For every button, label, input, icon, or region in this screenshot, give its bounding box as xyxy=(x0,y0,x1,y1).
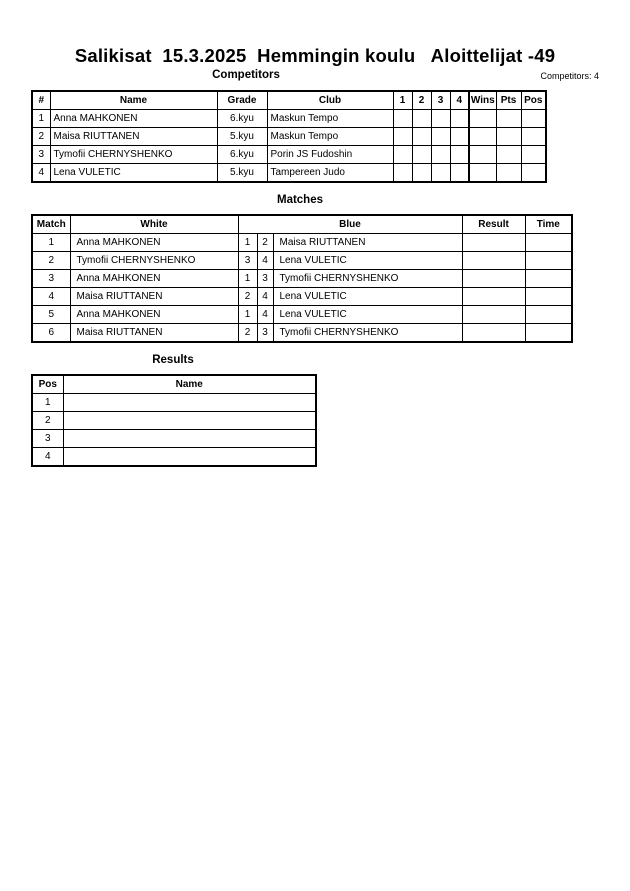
blue-number: 4 xyxy=(257,288,273,306)
competitors-col-header: Name xyxy=(50,91,217,110)
wins-cell xyxy=(469,110,496,128)
score-cell xyxy=(412,110,431,128)
score-cell xyxy=(431,110,450,128)
competitors-col-header: 1 xyxy=(393,91,412,110)
white-col-header: White xyxy=(70,215,238,234)
time-col-header: Time xyxy=(525,215,572,234)
score-cell xyxy=(412,146,431,164)
wins-cell xyxy=(469,164,496,183)
competitor-name: Maisa RIUTTANEN xyxy=(50,128,217,146)
results-section-title: Results xyxy=(152,354,194,366)
blue-number: 4 xyxy=(257,306,273,324)
results-row xyxy=(32,412,316,430)
competitor-grade: 5.kyu xyxy=(217,164,267,183)
result-position: 2 xyxy=(32,412,63,430)
match-row xyxy=(32,270,572,288)
score-cell xyxy=(431,146,450,164)
match-number: 4 xyxy=(32,288,70,306)
wins-cell xyxy=(469,128,496,146)
match-number: 1 xyxy=(32,234,70,252)
white-number: 3 xyxy=(238,252,257,270)
competitors-col-header: Pts xyxy=(496,91,521,110)
competitors-col-header: # xyxy=(32,91,50,110)
result-name-cell xyxy=(63,430,316,448)
time-cell xyxy=(525,324,572,343)
competitor-row xyxy=(32,110,546,128)
match-row xyxy=(32,252,572,270)
white-competitor: Tymofii CHERNYSHENKO xyxy=(70,252,238,270)
competitor-club: Porin JS Fudoshin xyxy=(267,146,393,164)
score-cell xyxy=(393,146,412,164)
white-number: 2 xyxy=(238,288,257,306)
score-cell xyxy=(450,164,469,183)
competitors-header-row xyxy=(32,91,546,110)
score-cell xyxy=(450,146,469,164)
blue-number: 2 xyxy=(257,234,273,252)
time-cell xyxy=(525,234,572,252)
pos-cell xyxy=(521,110,546,128)
matches-section-title: Matches xyxy=(276,194,324,206)
result-name-cell xyxy=(63,448,316,467)
result-col-header: Result xyxy=(462,215,525,234)
time-cell xyxy=(525,288,572,306)
pos-cell xyxy=(521,164,546,183)
result-cell xyxy=(462,270,525,288)
competitors-table xyxy=(31,90,547,183)
competitor-grade: 5.kyu xyxy=(217,128,267,146)
competitors-count: Competitors: 4 xyxy=(540,71,599,81)
match-col-header: Match xyxy=(32,215,70,234)
match-number: 6 xyxy=(32,324,70,343)
competitors-col-header: Pos xyxy=(521,91,546,110)
score-cell xyxy=(393,110,412,128)
score-cell xyxy=(431,128,450,146)
results-row xyxy=(32,430,316,448)
pts-cell xyxy=(496,128,521,146)
wins-cell xyxy=(469,146,496,164)
result-name-cell xyxy=(63,412,316,430)
white-competitor: Maisa RIUTTANEN xyxy=(70,288,238,306)
pts-cell xyxy=(496,110,521,128)
result-cell xyxy=(462,324,525,343)
blue-competitor: Tymofii CHERNYSHENKO xyxy=(273,324,462,343)
white-number: 1 xyxy=(238,306,257,324)
result-cell xyxy=(462,306,525,324)
result-position: 1 xyxy=(32,394,63,412)
match-row xyxy=(32,324,572,343)
blue-number: 3 xyxy=(257,324,273,343)
score-cell xyxy=(393,128,412,146)
competitor-row xyxy=(32,128,546,146)
time-cell xyxy=(525,252,572,270)
competitors-col-header: 4 xyxy=(450,91,469,110)
competitors-col-header: Grade xyxy=(217,91,267,110)
blue-number: 3 xyxy=(257,270,273,288)
blue-competitor: Lena VULETIC xyxy=(273,306,462,324)
competitor-club: Maskun Tempo xyxy=(267,128,393,146)
white-competitor: Anna MAHKONEN xyxy=(70,234,238,252)
white-competitor: Maisa RIUTTANEN xyxy=(70,324,238,343)
blue-competitor: Lena VULETIC xyxy=(273,252,462,270)
time-cell xyxy=(525,306,572,324)
result-cell xyxy=(462,252,525,270)
match-row xyxy=(32,288,572,306)
results-table xyxy=(31,374,317,467)
competitor-number: 1 xyxy=(32,110,50,128)
competitor-row xyxy=(32,164,546,183)
pts-cell xyxy=(496,164,521,183)
page-title: Salikisat 15.3.2025 Hemmingin koulu Aloittelijat -49 xyxy=(74,45,556,66)
score-cell xyxy=(431,164,450,183)
score-cell xyxy=(450,128,469,146)
results-row xyxy=(32,394,316,412)
pos-col-header: Pos xyxy=(32,375,63,394)
pos-cell xyxy=(521,128,546,146)
competitors-col-header: 2 xyxy=(412,91,431,110)
blue-competitor: Tymofii CHERNYSHENKO xyxy=(273,270,462,288)
score-cell xyxy=(412,128,431,146)
competitor-name: Lena VULETIC xyxy=(50,164,217,183)
matches-table xyxy=(31,214,573,343)
competitor-club: Maskun Tempo xyxy=(267,110,393,128)
match-number: 2 xyxy=(32,252,70,270)
results-row xyxy=(32,448,316,467)
competitors-col-header: 3 xyxy=(431,91,450,110)
competitor-name: Anna MAHKONEN xyxy=(50,110,217,128)
white-competitor: Anna MAHKONEN xyxy=(70,270,238,288)
competitor-number: 2 xyxy=(32,128,50,146)
pts-cell xyxy=(496,146,521,164)
competitor-number: 4 xyxy=(32,164,50,183)
result-cell xyxy=(462,234,525,252)
result-name-cell xyxy=(63,394,316,412)
score-cell xyxy=(450,110,469,128)
competitor-number: 3 xyxy=(32,146,50,164)
competitor-grade: 6.kyu xyxy=(217,146,267,164)
matches-header-row xyxy=(32,215,572,234)
white-number: 2 xyxy=(238,324,257,343)
result-cell xyxy=(462,288,525,306)
white-number: 1 xyxy=(238,234,257,252)
white-number: 1 xyxy=(238,270,257,288)
competitor-club: Tampereen Judo xyxy=(267,164,393,183)
match-number: 5 xyxy=(32,306,70,324)
competitors-section-title: Competitors xyxy=(212,69,280,81)
blue-competitor: Lena VULETIC xyxy=(273,288,462,306)
results-header-row xyxy=(32,375,316,394)
match-row xyxy=(32,234,572,252)
competitor-grade: 6.kyu xyxy=(217,110,267,128)
blue-number: 4 xyxy=(257,252,273,270)
white-competitor: Anna MAHKONEN xyxy=(70,306,238,324)
competitor-name: Tymofii CHERNYSHENKO xyxy=(50,146,217,164)
score-cell xyxy=(393,164,412,183)
match-number: 3 xyxy=(32,270,70,288)
match-row xyxy=(32,306,572,324)
blue-col-header: Blue xyxy=(238,215,462,234)
competitor-row xyxy=(32,146,546,164)
score-cell xyxy=(412,164,431,183)
name-col-header: Name xyxy=(63,375,316,394)
result-position: 4 xyxy=(32,448,63,467)
result-position: 3 xyxy=(32,430,63,448)
time-cell xyxy=(525,270,572,288)
competitors-col-header: Wins xyxy=(469,91,496,110)
blue-competitor: Maisa RIUTTANEN xyxy=(273,234,462,252)
competitors-col-header: Club xyxy=(267,91,393,110)
pos-cell xyxy=(521,146,546,164)
